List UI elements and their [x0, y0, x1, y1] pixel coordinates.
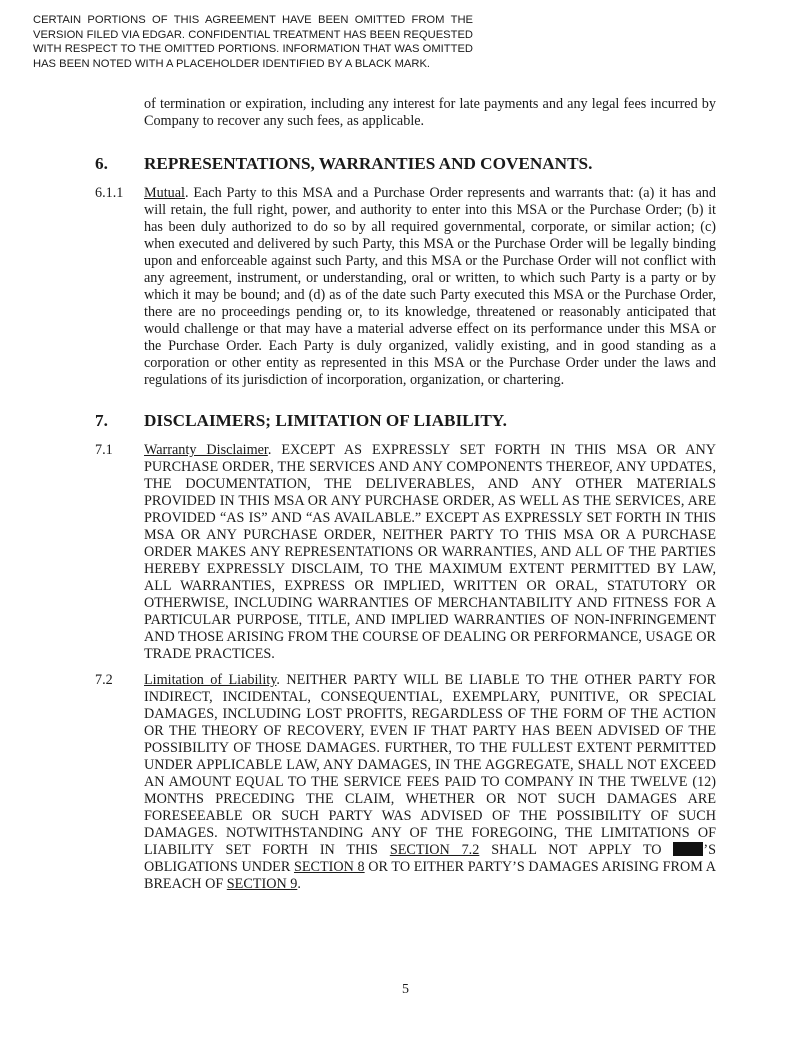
clause-6-1-1-body — [144, 185, 716, 389]
section-9-reference: SECTION 9 — [226, 876, 298, 892]
continuation-paragraph: of termination or expiration, including any interest for late payments and any legal fees incurred by Company to recover any such fees, as applicable. — [144, 96, 716, 129]
clause-7-2-body — [144, 672, 716, 893]
clause-7-2-title: Limitation of Liability — [144, 672, 277, 688]
clause-6-1-1-title: Mutual — [144, 185, 185, 201]
clause-7-2-text-b: SHALL NOT APPLY TO — [479, 842, 674, 858]
section-7-2-reference: SECTION 7.2 — [389, 842, 480, 858]
section-6-number: 6. — [95, 154, 108, 173]
section-6-title: REPRESENTATIONS, WARRANTIES AND COVENANTS. — [144, 154, 593, 173]
clause-7-1-text: . EXCEPT AS EXPRESSLY SET FORTH IN THIS MSA OR ANY PURCHASE ORDER, THE SERVICES AND ANY COMPONENTS THEREOF, ANY UPDATES, THE DOCUMENTATION, THE DELIVERABLES, AND ANY OTHER MATERIALS PROVIDED IN THIS MSA OR ANY PURCHASE ORDER, AS WELL AS THE SERVICES, ARE PROVIDED “AS IS” AND “AS AVAILABLE.” EXCEPT AS EXPRESSLY SET FORTH IN THIS MSA OR ANY PURCHASE ORDER, NEITHER PARTY TO THIS MSA OR A PURCHASE ORDER MAKES ANY REPRESENTATIONS OR WARRANTIES, AND ALL OF THE PARTIES HEREBY EXPRESSLY DISCLAIM, TO THE MAXIMUM EXTENT PERMITTED BY LAW, ALL WARRANTIES, EXPRESS OR IMPLIED, WRITTEN OR ORAL, STATUTORY OR OTHERWISE, INCLUDING WARRANTIES OF MERCHANTABILITY AND FITNESS FOR A PARTICULAR PURPOSE, TITLE, AND IMPLIED WARRANTIES OF NON-INFRINGEMENT AND THOSE ARISING FROM THE COURSE OF DEALING OR PERFORMANCE, USAGE OR TRADE PRACTICES. — [144, 442, 716, 662]
section-8-reference: SECTION 8 — [293, 859, 365, 875]
redaction-mark — [673, 842, 703, 856]
clause-7-2-number: 7.2 — [95, 672, 113, 688]
clause-6-1-1-text: . Each Party to this MSA and a Purchase Order represents and warrants that: (a) it has and will retain, the full right, power, and authority to enter into this MSA or the Purchase Order; (b) it has been duly authorized to do so by all required governmental, corporate, or similar action; (c) when executed and delivered by such Party, this MSA or the Purchase Order will be legally binding upon and enforceable against such Party, and this MSA or the Purchase Order will not conflict with any agreement, instrument, or understanding, oral or written, to which such Party is a party or by which it may be bound; and (d) as of the date such Party executed this MSA or the Purchase Order, there are no proceedings pending or, to its knowledge, threatened or reasonably anticipated that would challenge or that may have a material adverse effect on its performance under this MSA or the Purchase Order. Each Party is duly organized, validly existing, and in good standing as a corporation or other entity as represented in this MSA or the Purchase Order under the laws and regulations of its jurisdiction of incorporation, organization, or chartering. — [144, 185, 716, 388]
section-7-heading — [95, 411, 507, 431]
clause-7-1-number: 7.1 — [95, 442, 113, 458]
section-6-heading — [95, 154, 592, 174]
clause-7-2-text-a: . NEITHER PARTY WILL BE LIABLE TO THE OTHER PARTY FOR INDIRECT, INCIDENTAL, CONSEQUENTIAL, EXEMPLARY, PUNITIVE, OR SPECIAL DAMAGES, INCLUDING LOST PROFITS, REGARDLESS OF THE FORM OF THE ACTION OR THE THEORY OF RECOVERY, EVEN IF THAT PARTY HAS BEEN ADVISED OF THE POSSIBILITY OF THOSE DAMAGES. FURTHER, TO THE FULLEST EXTENT PERMITTED UNDER APPLICABLE LAW, ANY DAMAGES, IN THE AGGREGATE, SHALL NOT EXCEED AN AMOUNT EQUAL TO THE SERVICE FEES PAID TO COMPANY IN THE TWELVE (12) MONTHS PRECEDING THE CLAIM, WHETHER OR NOT SUCH DAMAGES ARE FORESEEABLE OR SUCH PARTY WAS ADVISED OF THE POSSIBILITY OF SUCH DAMAGES. NOTWITHSTANDING ANY OF THE FOREGOING, THE LIMITATIONS OF LIABILITY SET FORTH IN THIS — [144, 672, 716, 858]
confidentiality-notice: CERTAIN PORTIONS OF THIS AGREEMENT HAVE BEEN OMITTED FROM THE VERSION FILED VIA EDGAR. CONFIDENTIAL TREATMENT HAS BEEN REQUESTED WITH RESPECT TO THE OMITTED PORTIONS. INFORMATION THAT WAS OMITTED HAS BEEN NOTED WITH A PLACEHOLDER IDENTIFIED BY A BLACK MARK. — [33, 14, 473, 70]
section-7-title: DISCLAIMERS; LIMITATION OF LIABILITY. — [144, 411, 507, 430]
clause-6-1-1-number: 6.1.1 — [95, 185, 124, 201]
clause-7-2-text-c: ’S OBLIGATIONS UNDER — [144, 842, 716, 875]
page-number: 5 — [402, 982, 409, 997]
clause-7-1-body — [144, 442, 716, 663]
section-7-number: 7. — [95, 411, 108, 430]
clause-7-2-text-e: . — [297, 876, 301, 892]
clause-7-2-text-d: OR TO EITHER PARTY’S DAMAGES ARISING FROM A BREACH OF — [144, 859, 716, 892]
clause-7-1-title: Warranty Disclaimer — [144, 442, 268, 458]
